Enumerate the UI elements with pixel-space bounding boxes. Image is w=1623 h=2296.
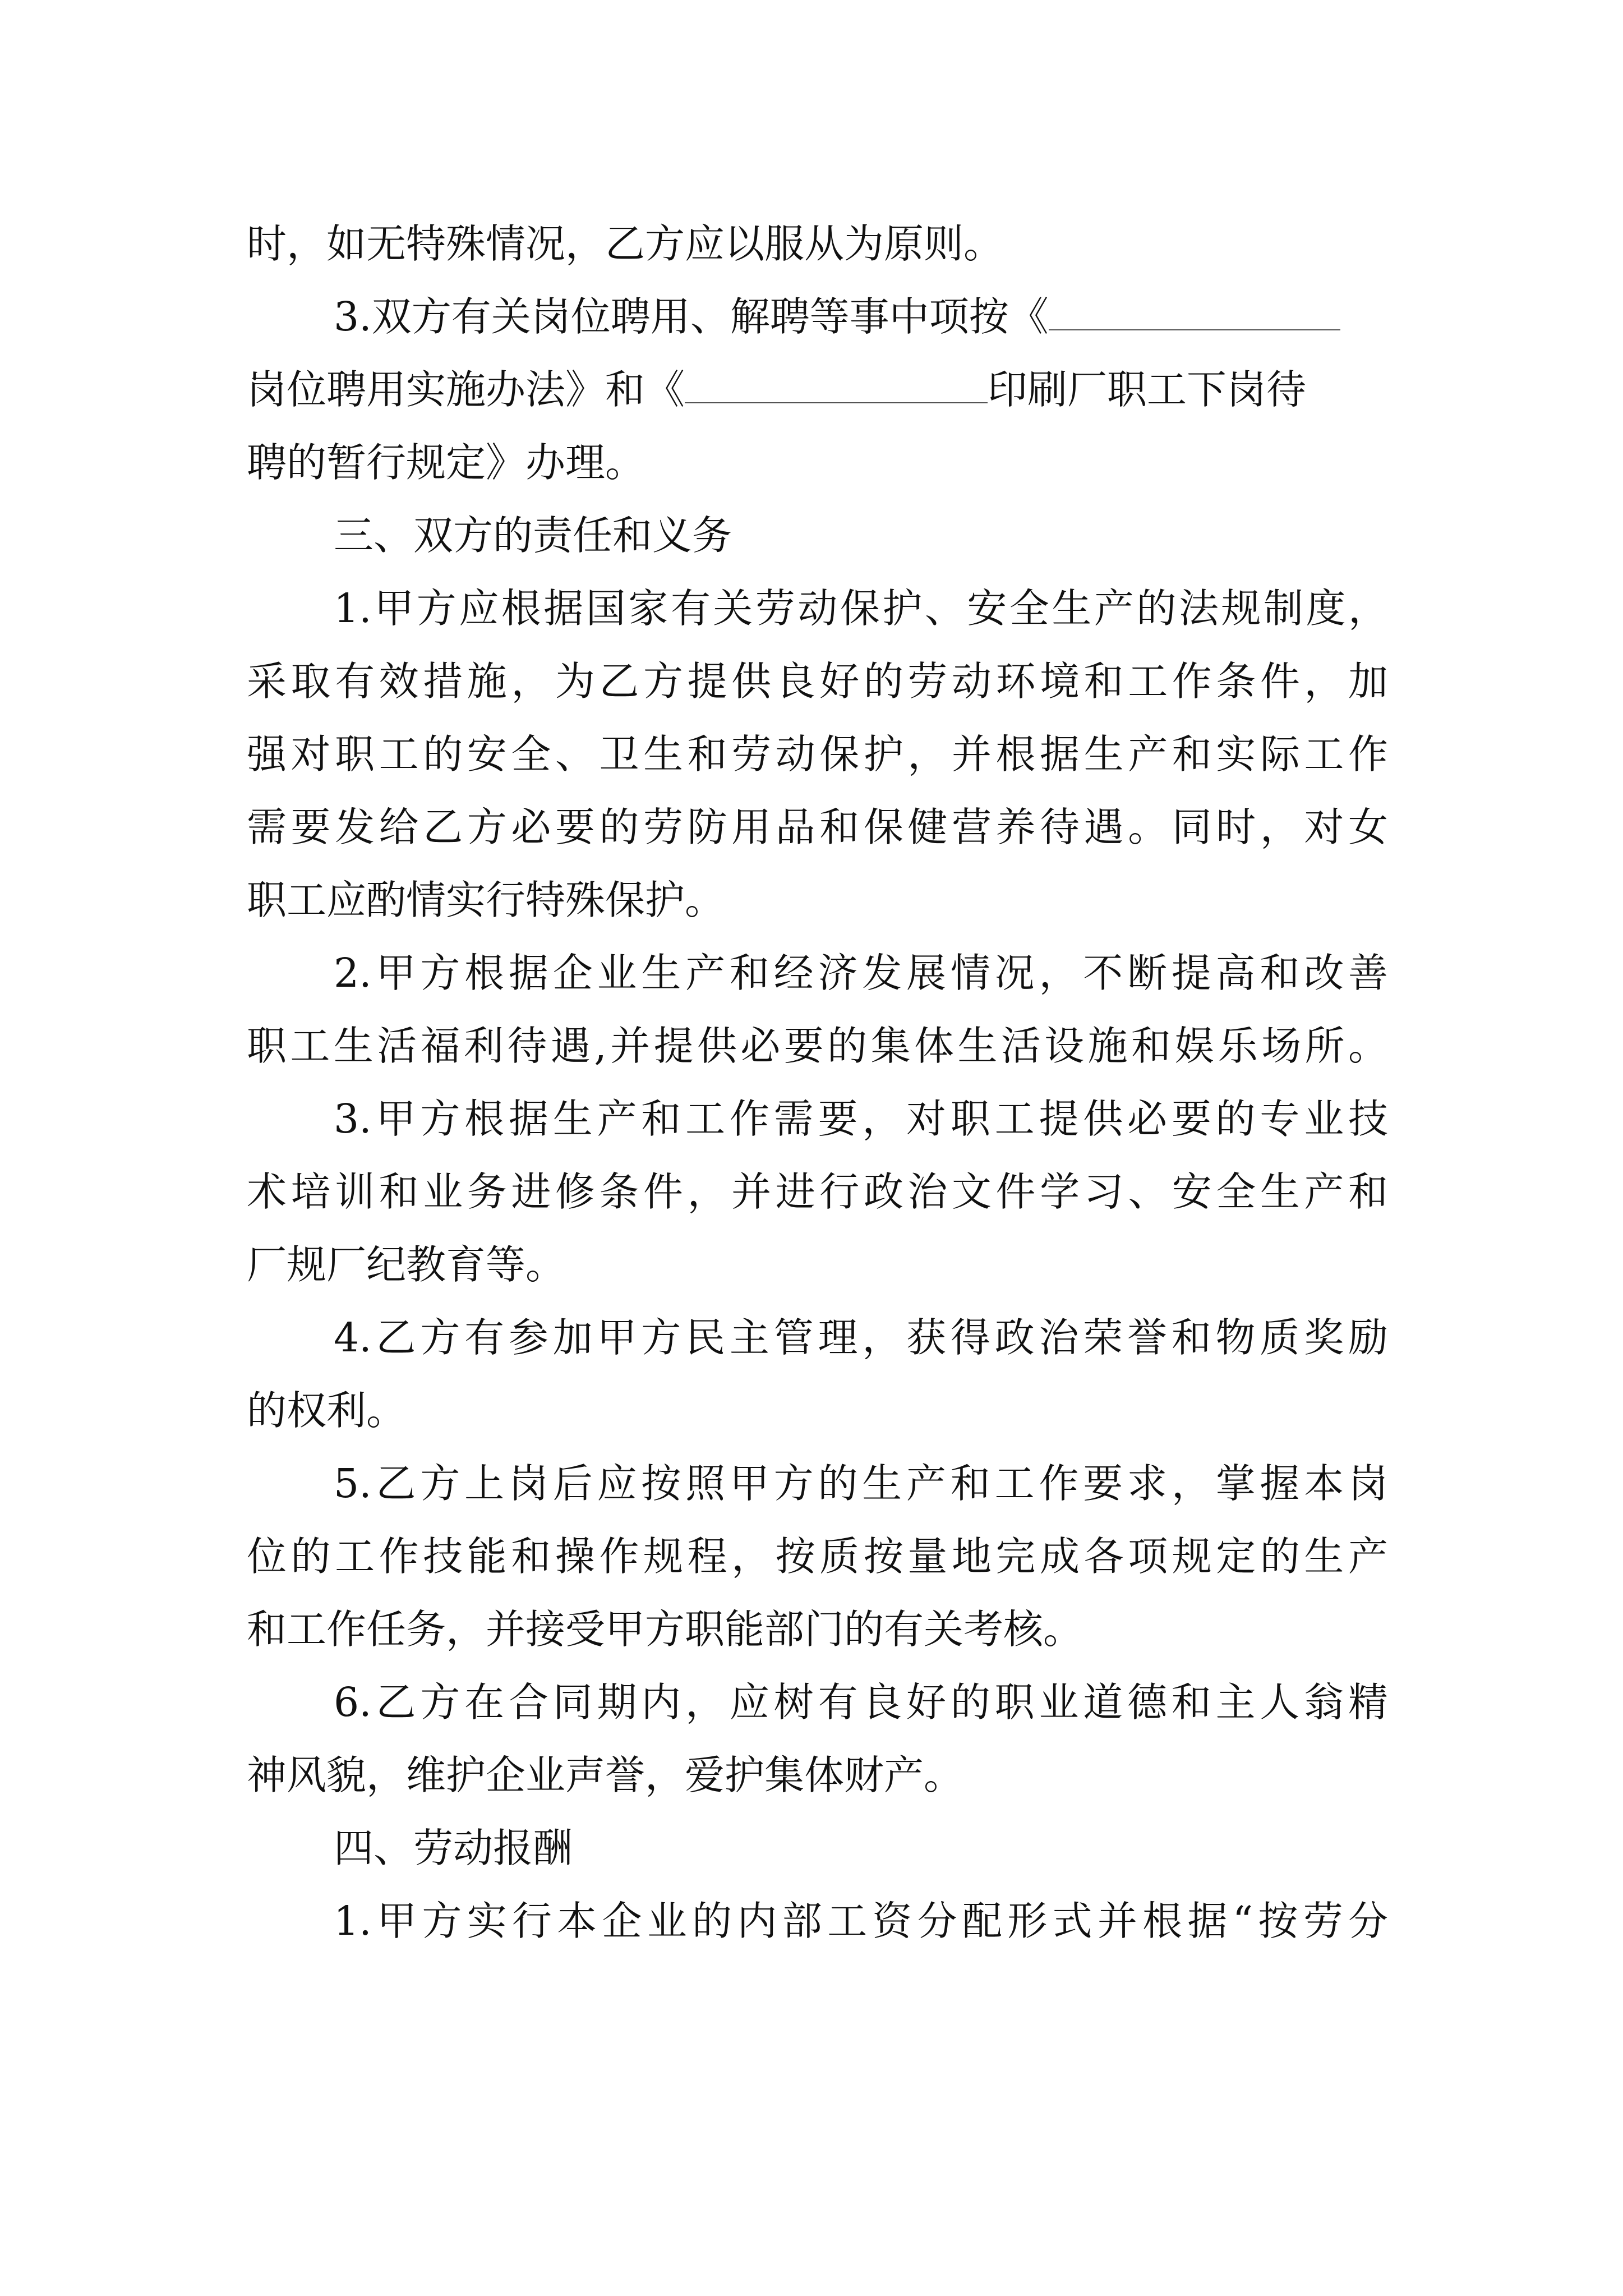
text-segment: 岗位聘用实施办法》和《 (247, 366, 685, 413)
fill-in-blank[interactable] (1049, 296, 1340, 330)
text-segment: 印刷厂职工下岗待 (988, 366, 1307, 413)
text-line (247, 280, 1388, 353)
text-line: 时，如无特殊情况，乙方应以服从为原则。 (247, 220, 1004, 267)
text-line: 聘的暂行规定》办理。 (247, 439, 645, 486)
text-line: 需要发给乙方必要的劳防用品和保健营养待遇。同时，对女 (247, 804, 1388, 850)
text-line: 1.甲方实行本企业的内部工资分配形式并根据“按劳分 (334, 1898, 1388, 1944)
text-line: 4.乙方有参加甲方民主管理，获得政治荣誉和物质奖励 (334, 1314, 1388, 1361)
text-line: 6.乙方在合同期内，应树有良好的职业道德和主人翁精 (334, 1679, 1388, 1726)
text-line: 厂规厂纪教育等。 (247, 1241, 566, 1288)
text-line: 职工应酌情实行特殊保护。 (247, 877, 725, 923)
text-line: 强对职工的安全、卫生和劳动保护，并根据生产和实际工作 (247, 731, 1388, 777)
text-line: 位的工作技能和操作规程，按质按量地完成各项规定的生产 (247, 1533, 1388, 1580)
text-line: 2.甲方根据企业生产和经济发展情况，不断提高和改善 (334, 950, 1388, 996)
text-line: 神风貌，维护企业声誉，爱护集体财产。 (247, 1752, 964, 1798)
document-page (247, 0, 1388, 2296)
section-heading: 四、劳动报酬 (334, 1825, 573, 1871)
text-line: 5.乙方上岗后应按照甲方的生产和工作要求，掌握本岗 (334, 1460, 1388, 1507)
text-line: 采取有效措施，为乙方提供良好的劳动环境和工作条件，加 (247, 658, 1388, 705)
text-line (247, 353, 1388, 426)
fill-in-blank[interactable] (685, 369, 988, 403)
text-line: 3.甲方根据生产和工作需要，对职工提供必要的专业技 (334, 1096, 1388, 1142)
text-line: 术培训和业务进修条件，并进行政治文件学习、安全生产和 (247, 1168, 1388, 1215)
text-segment: 3.双方有关岗位聘用、解聘等事中项按《 (334, 293, 1049, 340)
text-line: 的权利。 (247, 1387, 407, 1434)
text-line: 职工生活福利待遇,并提供必要的集体生活设施和娱乐场所。 (247, 1023, 1388, 1069)
text-line: 1.甲方应根据国家有关劳动保护、安全生产的法规制度， (334, 585, 1388, 632)
text-line: 和工作任务，并接受甲方职能部门的有关考核。 (247, 1606, 1083, 1653)
section-heading: 三、双方的责任和义务 (334, 512, 732, 559)
